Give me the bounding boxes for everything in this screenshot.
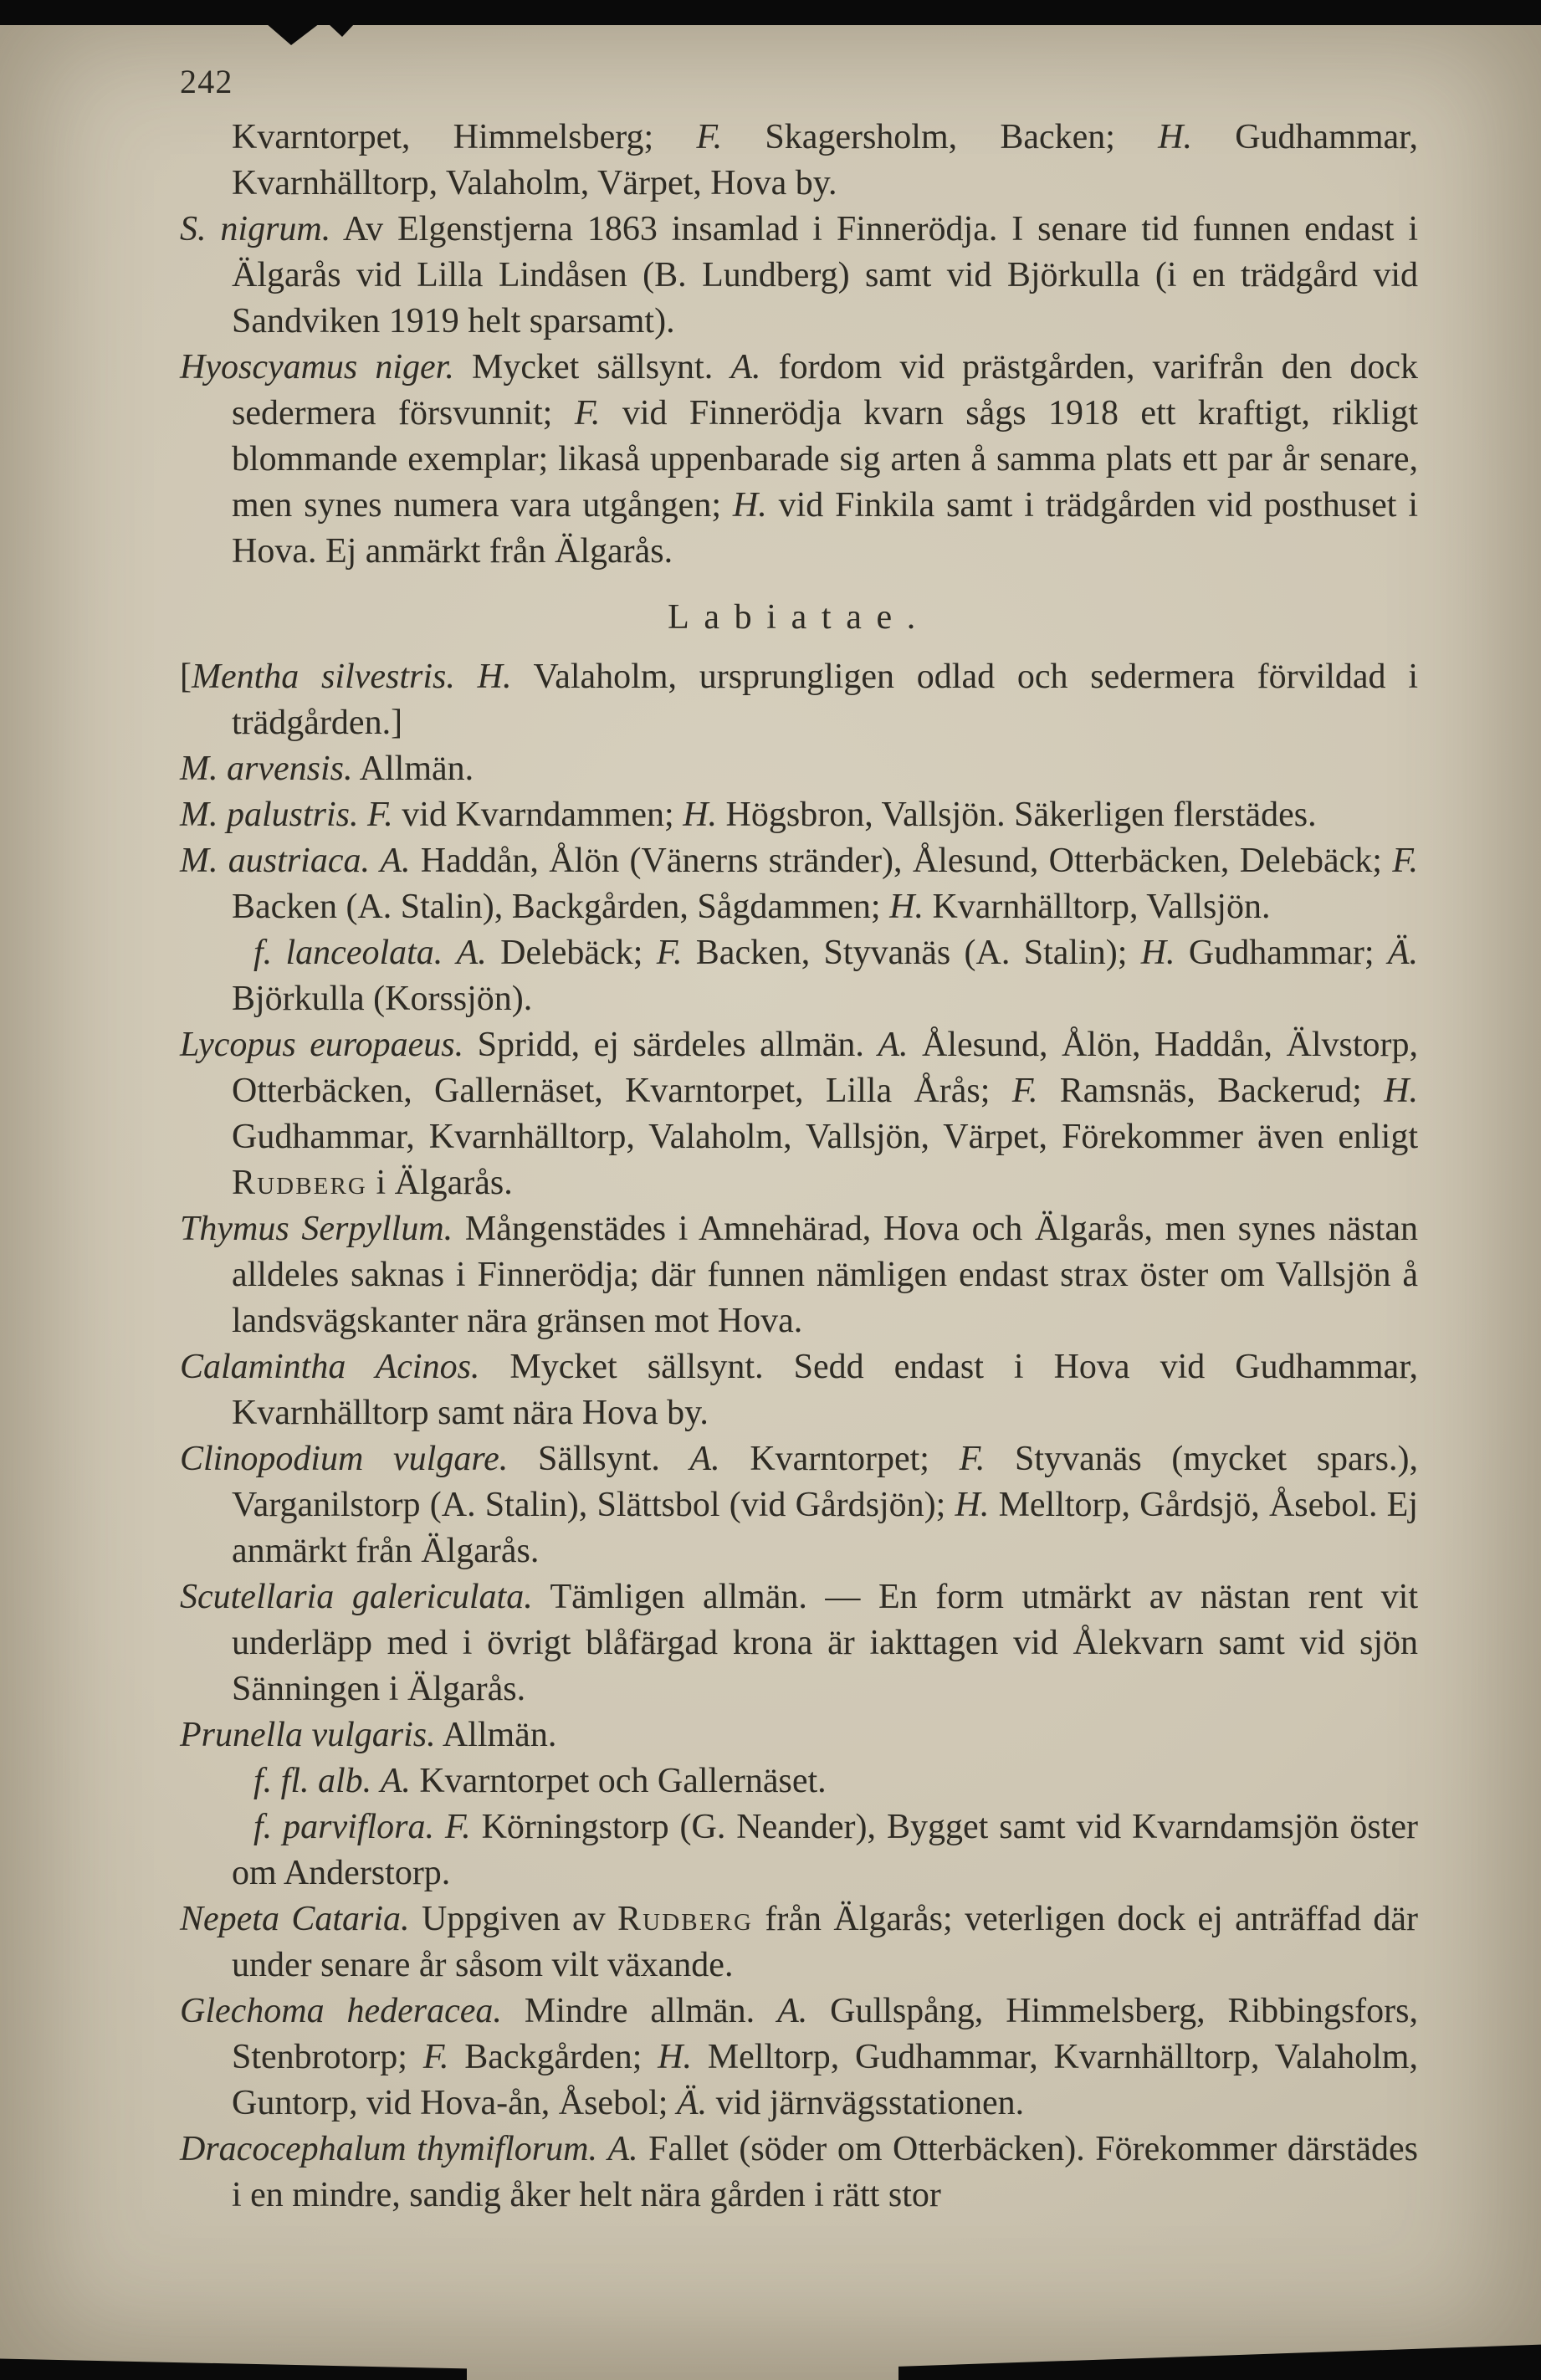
species-or-parish-italic: F. — [1011, 1072, 1038, 1110]
species-or-parish-italic: Glechoma hederacea. — [180, 1992, 502, 2030]
paragraph — [180, 1988, 1418, 2127]
species-or-parish-italic: F. — [656, 934, 683, 972]
body-text: Mycket sällsynt. Sedd endast i Hova vid Gudhammar, Kvarnhälltorp samt nära Hova by. — [232, 1348, 1419, 1432]
body-text — [371, 1762, 381, 1800]
section-heading: Labiatae. — [668, 598, 930, 637]
body-text: Kvarnhälltorp, Vallsjön. — [923, 888, 1271, 926]
body-text: Styvanäs (mycket spars.), Varganilstorp (A. Stalin), Slättsbol (vid Gårdsjön); — [232, 1440, 1418, 1524]
body-text: Valaholm, ursprungligen odlad och sedermera förvildad i trädgården.] — [232, 658, 1418, 742]
species-or-parish-italic: F. — [1392, 842, 1419, 880]
body-text: Allmän. — [435, 1716, 557, 1754]
body-text: Kvarntorpet, Himmelsberg; — [232, 118, 697, 156]
text-block — [180, 115, 1418, 2219]
paragraph — [180, 654, 1418, 746]
body-text: vid järnvägsstationen. — [707, 2084, 1025, 2122]
paragraph — [180, 792, 1418, 838]
body-text: Backgården; — [448, 2038, 658, 2076]
species-or-parish-italic: H. — [477, 658, 512, 696]
body-text: Kvarntorpet; — [719, 1440, 960, 1478]
paragraph — [180, 1436, 1418, 1574]
body-text: Backen, Styvanäs (A. Stalin); — [682, 934, 1141, 972]
body-text: i Älgarås. — [366, 1164, 513, 1202]
species-or-parish-italic: F. — [959, 1440, 986, 1478]
species-or-parish-italic: F. — [696, 118, 723, 156]
body-text: Körningstorp (G. Neander), Bygget samt vid Kvarndamsjön öster om Anderstorp. — [232, 1808, 1418, 1892]
paragraph — [180, 746, 1418, 792]
paragraph — [180, 1896, 1418, 1988]
species-or-parish-italic: A. — [878, 1026, 909, 1064]
species-or-parish-italic: A. — [689, 1440, 720, 1478]
body-text: Fallet (söder om Otterbäcken). Förekommer därstädes i en mindre, sandig åker helt nära gården i rätt stor — [232, 2130, 1418, 2214]
species-or-parish-italic: Ä. — [1387, 934, 1418, 972]
body-text: Melltorp, Gårdsjö, Åsebol. Ej anmärkt från Älgarås. — [232, 1486, 1419, 1570]
species-or-parish-italic: S. nigrum. — [180, 210, 331, 248]
body-text — [455, 658, 478, 696]
species-or-parish-italic: Scutellaria galericulata. — [180, 1578, 533, 1616]
species-or-parish-italic: A. — [380, 1762, 411, 1800]
species-or-parish-italic: M. palustris. — [180, 796, 359, 834]
body-text — [597, 2130, 608, 2168]
paragraph — [180, 2127, 1418, 2219]
body-text: [ — [180, 658, 192, 696]
body-text: Gudhammar, Kvarnhälltorp, Valaholm, Vallsjön, Värpet, Förekommer även enligt — [232, 1118, 1418, 1156]
species-or-parish-italic: A. — [777, 1992, 808, 2030]
body-text: Spridd, ej särdeles allmän. — [463, 1026, 878, 1064]
body-text: Delebäck; — [486, 934, 657, 972]
species-or-parish-italic: f. fl. alb. — [253, 1762, 372, 1800]
body-text: Haddån, Ålön (Vänerns stränder), Ålesund, Otterbäcken, Delebäck; — [410, 842, 1393, 880]
species-or-parish-italic: A. — [380, 842, 411, 880]
body-text: Högsbron, Vallsjön. Säkerligen flerstädes. — [717, 796, 1317, 834]
species-or-parish-italic: Ä. — [676, 2084, 708, 2122]
body-text: Kvarntorpet och Gallernäset. — [410, 1762, 827, 1800]
paragraph — [180, 1712, 1418, 1758]
paragraph — [180, 1758, 1418, 1804]
species-or-parish-italic: M. arvensis. — [180, 750, 353, 788]
paragraph — [180, 1804, 1418, 1896]
species-or-parish-italic: F. — [367, 796, 393, 834]
species-or-parish-italic: H. — [1158, 118, 1193, 156]
smallcaps-name: Rudberg — [232, 1164, 367, 1202]
body-text: från Älgarås; veterligen dock ej anträffad där under senare år såsom vilt växande. — [232, 1900, 1418, 1984]
species-or-parish-italic: F. — [444, 1808, 471, 1846]
body-text: fordom vid prästgården, varifrån den dock sedermera försvunnit; — [232, 348, 1419, 432]
species-or-parish-italic: Clinopodium vulgare. — [180, 1440, 509, 1478]
paragraph — [180, 1022, 1418, 1206]
species-or-parish-italic: H. — [658, 2038, 693, 2076]
body-text: Gudhammar, Kvarnhälltorp, Valaholm, Värpet, Hova by. — [232, 118, 1418, 202]
scan-artifact-triangle — [328, 23, 355, 37]
paragraph — [180, 1574, 1418, 1712]
paragraph — [180, 930, 1418, 1022]
species-or-parish-italic: H. — [1140, 934, 1175, 972]
body-text: Allmän. — [352, 750, 474, 788]
paragraph — [180, 207, 1418, 345]
body-text — [370, 842, 380, 880]
species-or-parish-italic: Hyoscyamus niger. — [180, 348, 454, 386]
body-text: Backen (A. Stalin), Backgården, Sågdammen; — [232, 888, 890, 926]
body-text: Gullspång, Himmelsberg, Ribbingsfors, Stenbrotorp; — [232, 1992, 1418, 2076]
smallcaps-name: Rudberg — [617, 1900, 753, 1938]
body-text: vid Finkila samt i trädgården vid posthuset i Hova. Ej anmärkt från Älgarås. — [232, 486, 1418, 571]
species-or-parish-italic: H. — [889, 888, 924, 926]
body-text: Tämligen allmän. — En form utmärkt av nästan rent vit underläpp med i övrigt blåfärgad krona är iakttagen vid Ålekvarn samt vid sjön Sänningen i Älgarås. — [232, 1578, 1419, 1708]
species-or-parish-italic: Nepeta Cataria. — [180, 1900, 410, 1938]
body-text: Ramsnäs, Backerud; — [1037, 1072, 1385, 1110]
body-text: Skagersholm, Backen; — [722, 118, 1159, 156]
species-or-parish-italic: Lycopus europaeus. — [180, 1026, 464, 1064]
page-content — [180, 59, 1418, 2219]
species-or-parish-italic: A. — [730, 348, 761, 386]
body-text: vid Finnerödja kvarn sågs 1918 ett kraftigt, rikligt blommande exemplar; likaså uppenbarade sig arten å samma plats ett par år senare, men synes numera vara utgången; — [232, 394, 1418, 525]
species-or-parish-italic: H. — [683, 796, 718, 834]
body-text — [359, 796, 368, 834]
body-text: vid Kvarndammen; — [392, 796, 683, 834]
species-or-parish-italic: f. lanceolata. — [253, 934, 443, 972]
paragraph — [180, 1344, 1418, 1436]
species-or-parish-italic: H. — [732, 486, 767, 525]
body-text — [443, 934, 456, 972]
species-or-parish-italic: H. — [1384, 1072, 1418, 1110]
species-or-parish-italic: Calamintha Acinos. — [180, 1348, 480, 1386]
body-text: Gudhammar; — [1175, 934, 1388, 972]
body-text: Ålesund, Ålön, Haddån, Älvstorp, Otterbäcken, Gallernäset, Kvarntorpet, Lilla Årås; — [232, 1026, 1418, 1110]
paragraph — [180, 345, 1418, 575]
body-text: Mycket sällsynt. — [453, 348, 731, 386]
scan-artifact-triangle — [266, 23, 320, 45]
species-or-parish-italic: Prunella vulgaris. — [180, 1716, 436, 1754]
body-text: Mindre allmän. — [501, 1992, 778, 2030]
species-or-parish-italic: H. — [955, 1486, 990, 1524]
body-text: Sällsynt. — [508, 1440, 690, 1478]
paragraph — [180, 115, 1418, 207]
species-or-parish-italic: F. — [422, 2038, 449, 2076]
body-text — [434, 1808, 445, 1846]
paragraph — [180, 1206, 1418, 1344]
species-or-parish-italic: Dracocephalum thymiflorum. — [180, 2130, 597, 2168]
scan-edge-top — [0, 0, 1541, 25]
species-or-parish-italic: A. — [456, 934, 487, 972]
species-or-parish-italic: F. — [574, 394, 601, 432]
species-or-parish-italic: A. — [607, 2130, 638, 2168]
body-text: Uppgiven av — [409, 1900, 618, 1938]
paragraph — [180, 838, 1418, 930]
page-number: 242 — [180, 63, 233, 100]
species-or-parish-italic: f. parviflora. — [253, 1808, 434, 1846]
body-text: Av Elgenstjerna 1863 insamlad i Finnerödja. I senare tid funnen endast i Älgarås vid Lilla Lindåsen (B. Lundberg) samt vid Björkulla (i en trädgård vid Sandviken 1919 helt sparsamt). — [232, 210, 1418, 340]
body-text: Björkulla (Korssjön). — [232, 980, 533, 1018]
species-or-parish-italic: Mentha silvestris. — [192, 658, 455, 696]
body-text: Melltorp, Gudhammar, Kvarnhälltorp, Valaholm, Guntorp, vid Hova-ån, Åsebol; — [232, 2038, 1418, 2122]
species-or-parish-italic: M. austriaca. — [180, 842, 370, 880]
body-text: Mångenstädes i Amnehärad, Hova och Älgarås, men synes nästan alldeles saknas i Finnerödja; där funnen nämligen endast strax öster om Vallsjön å landsvägskanter nära gränsen mot Hova. — [232, 1210, 1418, 1340]
species-or-parish-italic: Thymus Serpyllum. — [180, 1210, 453, 1248]
